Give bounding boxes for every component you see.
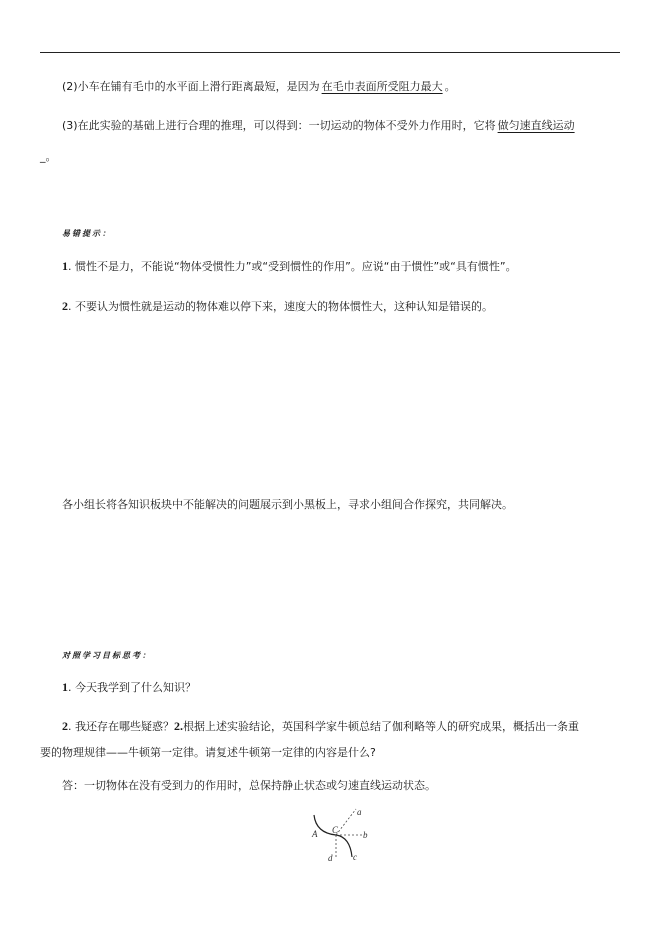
question-3	[62, 118, 577, 134]
tangent-line-a	[336, 809, 356, 835]
label-c: c	[353, 852, 357, 862]
question-2	[62, 79, 456, 95]
question-3-text: (3)在此实验的基础上进行合理的推理，可以得到：一切运动的物体不受外力作用时，它将	[62, 119, 496, 132]
label-A: A	[312, 829, 318, 839]
tip-2-text: . 不要认为惯性就是运动的物体难以停下来，速度大的物体惯性大，这种认知是错误的。	[68, 300, 493, 313]
tip-1-text: . 惯性不是力，不能说“物体受惯性力”或“受到惯性的作用”。应说“由于惯性”或“具有惯性”。	[68, 260, 517, 273]
reflection-question-2-text-2: 根据上述实验结论，英国科学家牛顿总结了伽利略等人的研究成果，概括出一条重	[183, 720, 579, 733]
reflection-question-1-text: . 今天我学到了什么知识？	[68, 681, 196, 694]
reflection-question-2-number: 2	[62, 719, 68, 733]
tips-heading: 易错提示：	[62, 229, 112, 238]
reflection-question-2-subnumber: 2.	[174, 719, 183, 733]
reflection-heading: 对照学习目标思考：	[62, 651, 152, 660]
reflection-question-2	[62, 718, 579, 735]
label-d: d	[328, 853, 333, 863]
group-instructions: 各小组长将各知识板块中不能解决的问题展示到小黑板上，寻求小组间合作探究，共同解决。	[62, 498, 513, 511]
question-2-text: (2)小车在铺有毛巾的水平面上滑行距离最短，是因为	[62, 80, 320, 93]
question-3-continuation: _。	[40, 150, 57, 163]
reflection-question-2-continuation: 要的物理规律——牛顿第一定律。请复述牛顿第一定律的内容是什么?	[40, 746, 376, 759]
answer-text: 答：一切物体在没有受到力的作用时，总保持静止状态或匀速直线运动状态。	[62, 779, 436, 792]
question-3-answer: 做匀速直线运动	[497, 119, 575, 132]
label-b: b	[363, 830, 368, 840]
question-2-answer: 在毛巾表面所受阻力最大	[321, 80, 443, 93]
header-rule	[40, 52, 620, 53]
reflection-question-2-text: . 我还存在哪些疑惑？	[68, 720, 174, 733]
reflection-question-1	[62, 679, 196, 696]
tip-2	[62, 298, 493, 315]
trajectory-figure	[300, 805, 375, 865]
tip-2-number: 2	[62, 299, 68, 313]
reflection-question-1-number: 1	[62, 680, 68, 694]
tip-1	[62, 258, 517, 275]
label-a: a	[357, 807, 362, 817]
question-2-suffix: 。	[444, 80, 456, 93]
tip-1-number: 1	[62, 259, 68, 273]
label-C: C	[332, 825, 339, 835]
